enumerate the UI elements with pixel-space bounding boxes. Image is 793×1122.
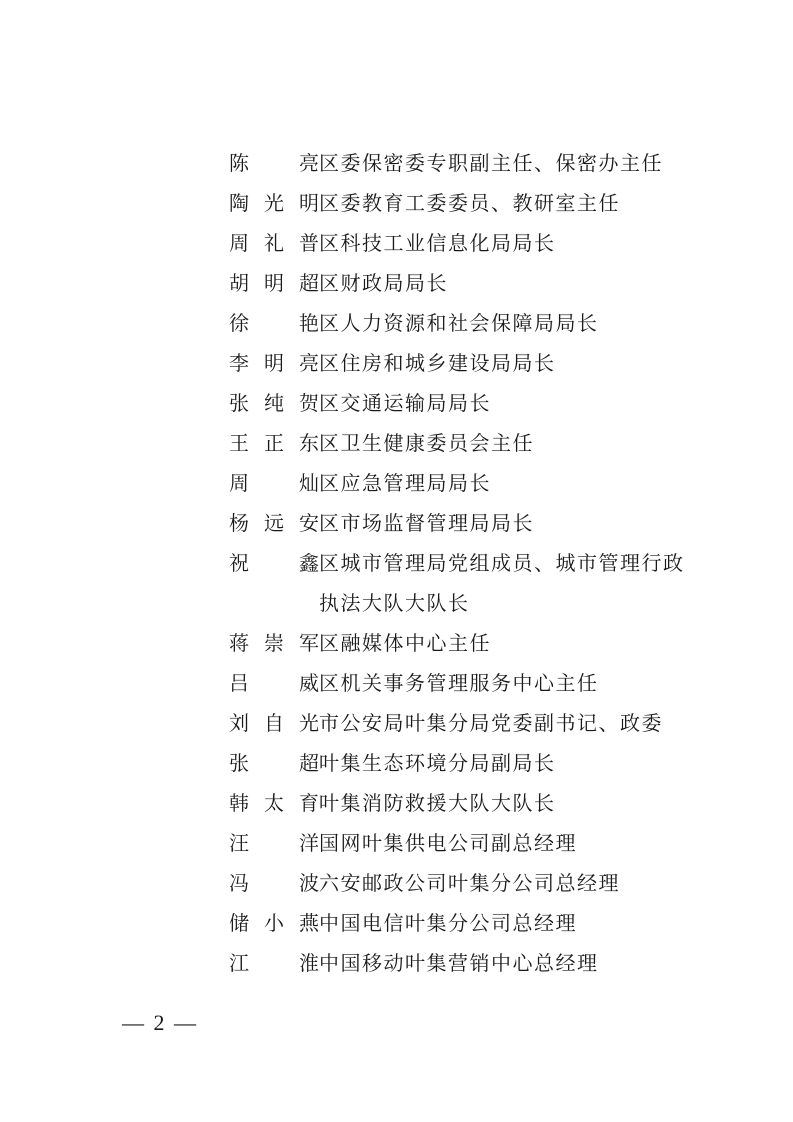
member-name: 汪 洋 xyxy=(229,831,319,855)
member-title: 区财政局局长 xyxy=(319,271,448,295)
member-name: 李明亮 xyxy=(229,351,319,375)
member-name: 王正东 xyxy=(229,431,319,455)
member-title: 国网叶集供电公司副总经理 xyxy=(319,831,577,855)
member-name: 杨远安 xyxy=(229,511,319,535)
list-item xyxy=(229,266,699,306)
list-item xyxy=(229,186,699,226)
member-roster xyxy=(229,146,699,986)
member-title: 区城市管理局党组成员、城市管理行政执法大队大队长 xyxy=(319,551,685,615)
member-title: 区融媒体中心主任 xyxy=(319,631,491,655)
member-title: 区卫生健康委员会主任 xyxy=(319,431,534,455)
list-item xyxy=(229,306,699,346)
list-item xyxy=(229,746,699,786)
list-item xyxy=(229,466,699,506)
list-item xyxy=(229,546,699,626)
list-item xyxy=(229,626,699,666)
member-title: 中国电信叶集分公司总经理 xyxy=(319,911,577,935)
page-number: — 2 — xyxy=(122,1010,198,1035)
member-title: 叶集消防救援大队大队长 xyxy=(319,791,556,815)
member-title: 区市场监督管理局局长 xyxy=(319,511,534,535)
member-name: 储小燕 xyxy=(229,911,319,935)
member-name: 陶光明 xyxy=(229,191,319,215)
list-item xyxy=(229,146,699,186)
list-item xyxy=(229,826,699,866)
member-name: 祝 鑫 xyxy=(229,551,319,575)
member-name: 徐 艳 xyxy=(229,311,319,335)
list-item xyxy=(229,906,699,946)
member-name: 周礼普 xyxy=(229,231,319,255)
list-item xyxy=(229,426,699,466)
list-item xyxy=(229,226,699,266)
list-item xyxy=(229,946,699,986)
member-name: 周 灿 xyxy=(229,471,319,495)
member-title: 区机关事务管理服务中心主任 xyxy=(319,671,599,695)
list-item xyxy=(229,706,699,746)
member-name: 胡明超 xyxy=(229,271,319,295)
member-name: 吕 威 xyxy=(229,671,319,695)
member-title: 区委教育工委委员、教研室主任 xyxy=(319,191,620,215)
member-title: 区住房和城乡建设局局长 xyxy=(319,351,556,375)
member-title: 区应急管理局局长 xyxy=(319,471,491,495)
member-title: 区人力资源和社会保障局局长 xyxy=(319,311,599,335)
list-item xyxy=(229,786,699,826)
member-title: 区委保密委专职副主任、保密办主任 xyxy=(319,151,663,175)
member-title: 市公安局叶集分局党委副书记、政委 xyxy=(319,711,663,735)
list-item xyxy=(229,346,699,386)
list-item xyxy=(229,386,699,426)
member-title: 叶集生态环境分局副局长 xyxy=(319,751,556,775)
list-item xyxy=(229,506,699,546)
member-title: 中国移动叶集营销中心总经理 xyxy=(319,951,599,975)
member-name: 蒋崇军 xyxy=(229,631,319,655)
member-title: 区交通运输局局长 xyxy=(319,391,491,415)
member-name: 张纯贺 xyxy=(229,391,319,415)
member-name: 冯 波 xyxy=(229,871,319,895)
member-name: 韩太育 xyxy=(229,791,319,815)
member-name: 江 淮 xyxy=(229,951,319,975)
member-name: 张 超 xyxy=(229,751,319,775)
list-item xyxy=(229,666,699,706)
member-title: 区科技工业信息化局局长 xyxy=(319,231,556,255)
member-title: 六安邮政公司叶集分公司总经理 xyxy=(319,871,620,895)
member-name: 陈 亮 xyxy=(229,151,319,175)
list-item xyxy=(229,866,699,906)
member-name: 刘自光 xyxy=(229,711,319,735)
